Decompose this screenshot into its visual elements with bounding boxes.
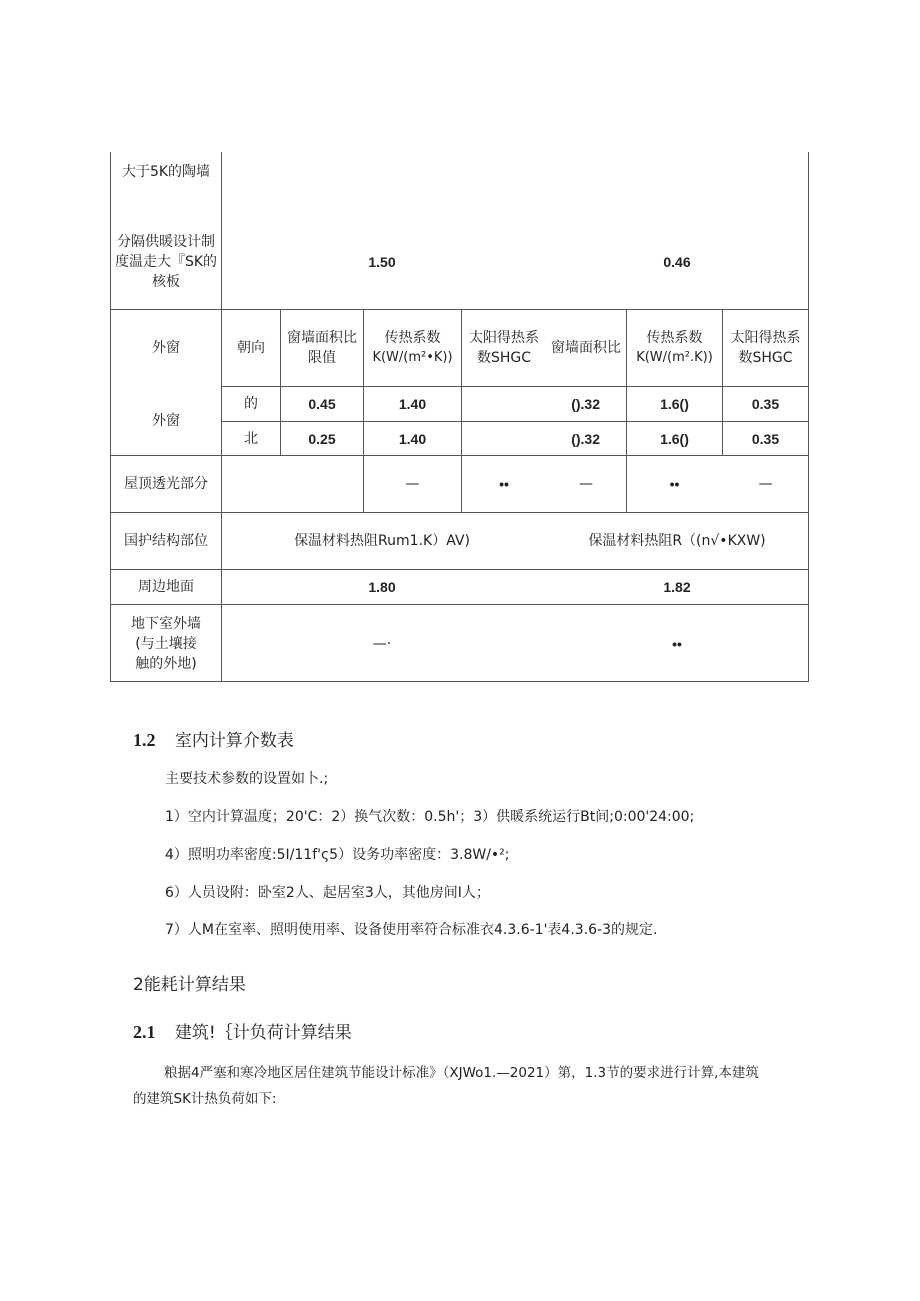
col-header-k2: 传热系数 K(W/(m².K)) bbox=[636, 330, 713, 365]
window-row-dir: 的 bbox=[244, 396, 258, 412]
param-item: 6）人员设附：卧室2人、起居室3人，其他房间I人； bbox=[165, 885, 490, 901]
window-row-limit: 0.25 bbox=[308, 431, 336, 447]
section-2-1-paragraph: 的建筑SK计热负荷如下: bbox=[133, 1091, 277, 1107]
table-col-divider bbox=[221, 152, 222, 682]
window-row-shgc1 bbox=[462, 427, 546, 451]
col-header-k1: 传热系数 K(W/(m²•K)) bbox=[372, 330, 453, 365]
section-1-2-heading: 1.2 室内计算介数表 bbox=[133, 730, 294, 751]
section-2-heading: 2能耗计算结果 bbox=[133, 975, 246, 995]
window-row-ratio: ().32 bbox=[571, 396, 600, 412]
table-row-divider bbox=[110, 455, 809, 456]
window-row-k2: 1.6() bbox=[660, 431, 689, 447]
table-border-right bbox=[808, 152, 809, 682]
envelope-header-1: 保温材料热阻Rum1.K）AV) bbox=[294, 533, 470, 549]
envelope-header-2: 保温材料热阻R（(n√•KXW) bbox=[588, 533, 766, 549]
param-item: 4）照明功率密度:5I/11f'ς5）设务功率密度：3.8W/•²; bbox=[165, 847, 510, 863]
partition-value-1: 1.50 bbox=[368, 254, 396, 270]
row-label-ceramic-wall: 大于5K的陶墙 bbox=[121, 164, 211, 180]
table-row-divider bbox=[110, 569, 809, 570]
table-row-divider bbox=[110, 604, 809, 605]
ground-value-1: 1.80 bbox=[368, 579, 396, 595]
section-2-1-heading: 2.1 建筑!｛计负荷计算结果 bbox=[133, 1022, 352, 1043]
window-section-label: 外窗 bbox=[152, 340, 180, 356]
table-row-divider bbox=[110, 512, 809, 513]
window-row-dir: 北 bbox=[244, 431, 258, 447]
col-header-orientation: 朝向 bbox=[237, 340, 265, 356]
window-row-ratio: ().32 bbox=[571, 431, 600, 447]
param-item: 1）空内计算温度；20'C：2）换气次数：0.5h'；3）供暖系统运行Bt间;0:00'24:00; bbox=[165, 809, 695, 825]
basement-label: 地下室外墙 (与土壤接 触的外地) bbox=[131, 616, 201, 672]
table-row-divider bbox=[221, 386, 809, 387]
window-row-shgc1 bbox=[462, 392, 546, 416]
envelope-label: 国护结构部位 bbox=[124, 533, 208, 549]
window-rows-label: 外窗 bbox=[152, 413, 180, 429]
partition-value-2: 0.46 bbox=[663, 254, 691, 270]
roof-value: — bbox=[758, 476, 773, 492]
row-label-partition bbox=[111, 230, 221, 294]
row-label-line: 核板 bbox=[152, 274, 180, 290]
ground-label: 周边地面 bbox=[138, 579, 194, 595]
section-1-2-intro: 主要技术参数的设置如卜.; bbox=[165, 771, 329, 787]
table-border-bottom bbox=[110, 681, 809, 682]
ground-value-2: 1.82 bbox=[663, 579, 691, 595]
row-label-line: 度温走大『SK的 bbox=[114, 254, 218, 270]
roof-value: — bbox=[579, 476, 593, 492]
row-label-line: 分隔供暖设计制 bbox=[117, 234, 215, 250]
window-row-k1: 1.40 bbox=[398, 431, 427, 447]
window-row-shgc2: 0.35 bbox=[751, 396, 780, 412]
roof-value: •• bbox=[499, 476, 509, 492]
basement-value-1: —· bbox=[372, 636, 392, 652]
window-row-limit: 0.45 bbox=[308, 396, 336, 412]
basement-value-2: •• bbox=[672, 636, 682, 652]
roof-value: •• bbox=[669, 476, 680, 492]
window-row-shgc2: 0.35 bbox=[751, 431, 780, 447]
col-header-shgc1: 太阳得热系 数SHGC bbox=[469, 330, 539, 366]
roof-value: — bbox=[405, 476, 420, 492]
roof-label: 屋顶透光部分 bbox=[124, 476, 208, 492]
section-2-1-paragraph: 粮据4严塞和寒冷地区居住建筑节能设计标准》（XJWo1.—2021）第，1.3节的要求进行计算,本建筑 bbox=[164, 1065, 759, 1081]
table-row-divider bbox=[110, 309, 809, 310]
param-item: 7）人M在室率、照明使用率、设备使用率符合标准衣4.3.6-1'表4.3.6-3的规定. bbox=[165, 922, 658, 938]
window-row-k1: 1.40 bbox=[398, 396, 427, 412]
col-header-shgc2: 太阳得热系 数SHGC bbox=[730, 330, 801, 366]
col-header-ratio-limit: 窗墙面积比 限值 bbox=[287, 330, 357, 366]
window-row-k2: 1.6() bbox=[660, 396, 689, 412]
table-row-divider bbox=[221, 421, 809, 422]
col-header-ratio: 窗墙面积比 bbox=[551, 340, 621, 356]
